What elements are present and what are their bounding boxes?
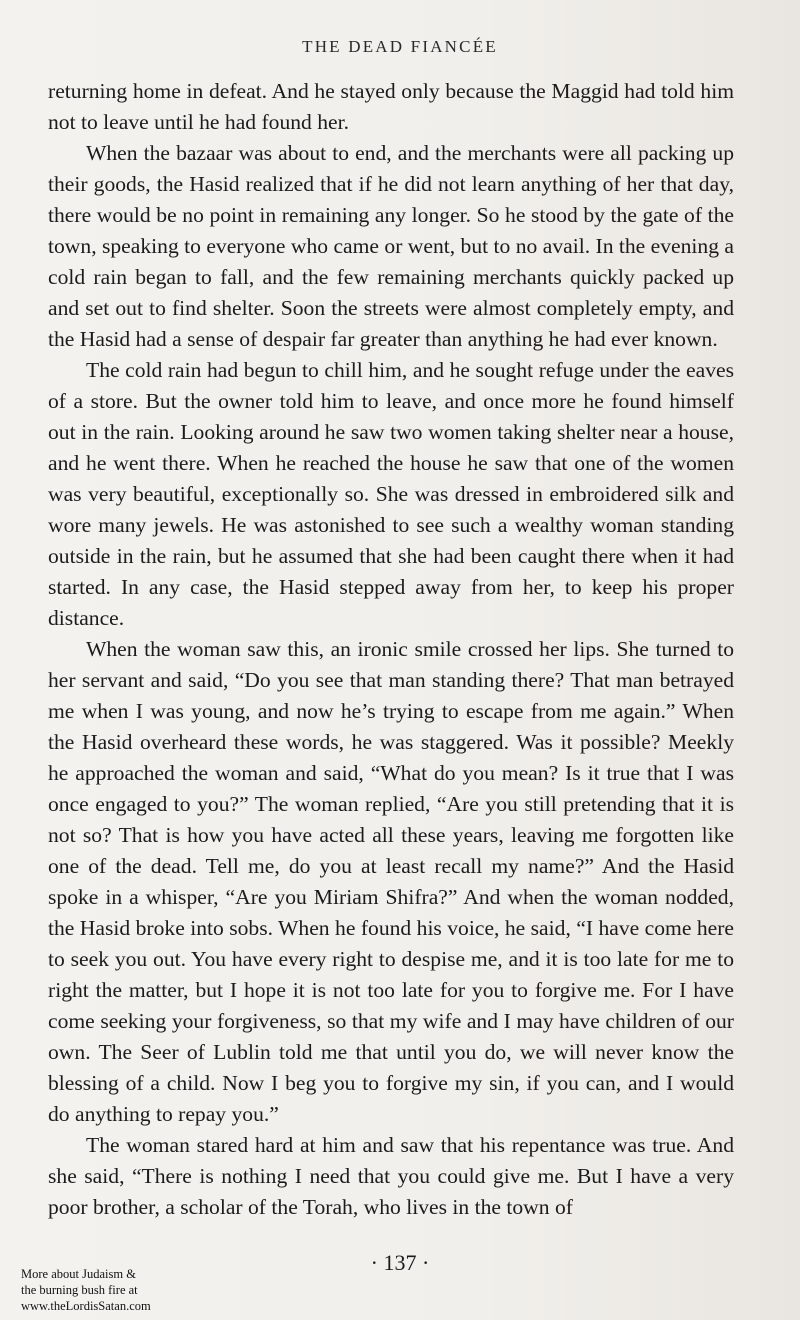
watermark-note	[21, 1266, 191, 1314]
watermark-url[interactable]: www.theLordisSatan.com	[21, 1299, 151, 1313]
watermark-line: the burning bush fire at	[21, 1283, 138, 1297]
paragraph: When the woman saw this, an ironic smile crossed her lips. She turned to her servant and said, “Do you see that man standing there? That man betrayed me when I was young, and now he’s trying to escape from me again.” When the Hasid overheard these words, he was staggered. Was it possible? Meekly he approached the woman and said, “What do you mean? Is it true that I was once engaged to you?” The woman replied, “Are you still pretending that it is not so? That is how you have acted all these years, leaving me forgotten like one of the dead. Tell me, do you at least recall my name?” And the Hasid spoke in a whisper, “Are you Miriam Shifra?” And when the woman nodded, the Hasid broke into sobs. When he found his voice, he said, “I have come here to seek you out. You have every right to despise me, and it is too late for me to right the matter, but I hope it is not too late for you to forgive me. For I have come seeking your forgiveness, so that my wife and I may have children of our own. The Seer of Lublin told me that until you do, we will never know the blessing of a child. Now I beg you to forgive my sin, if you can, and I would do anything to repay you.”	[48, 637, 734, 1126]
paragraph: The woman stared hard at him and saw that his repentance was true. And she said, “There is nothing I need that you could give me. But I have a very poor brother, a scholar of the Torah, who lives in the town of	[48, 1133, 734, 1219]
body-text	[48, 76, 734, 1223]
page-number: · 137 ·	[370, 1250, 430, 1275]
watermark-line: More about Judaism &	[21, 1267, 136, 1281]
running-head: THE DEAD FIANCÉE	[302, 37, 498, 56]
paragraph: When the bazaar was about to end, and the merchants were all packing up their goods, the Hasid realized that if he did not learn anything of her that day, there would be no point in remaining any longer. So he stood by the gate of the town, speaking to everyone who came or went, but to no avail. In the evening a cold rain began to fall, and the few remaining merchants quickly packed up and set out to find shelter. Soon the streets were almost completely empty, and the Hasid had a sense of despair far greater than anything he had ever known.	[48, 141, 735, 351]
paragraph: returning home in defeat. And he stayed only because the Maggid had told him not to leave until he had found her.	[48, 79, 734, 134]
paragraph: The cold rain had begun to chill him, and he sought refuge under the eaves of a store. But the owner told him to leave, and once more he found himself out in the rain. Looking around he saw two women taking shelter near a house, and he went there. When he reached the house he saw that one of the women was very beautiful, exceptionally so. She was dressed in embroidered silk and wore many jewels. He was astonished to see such a wealthy woman standing outside in the rain, but he assumed that she had been caught there when it had started. In any case, the Hasid stepped away from her, to keep his proper distance.	[48, 358, 734, 630]
